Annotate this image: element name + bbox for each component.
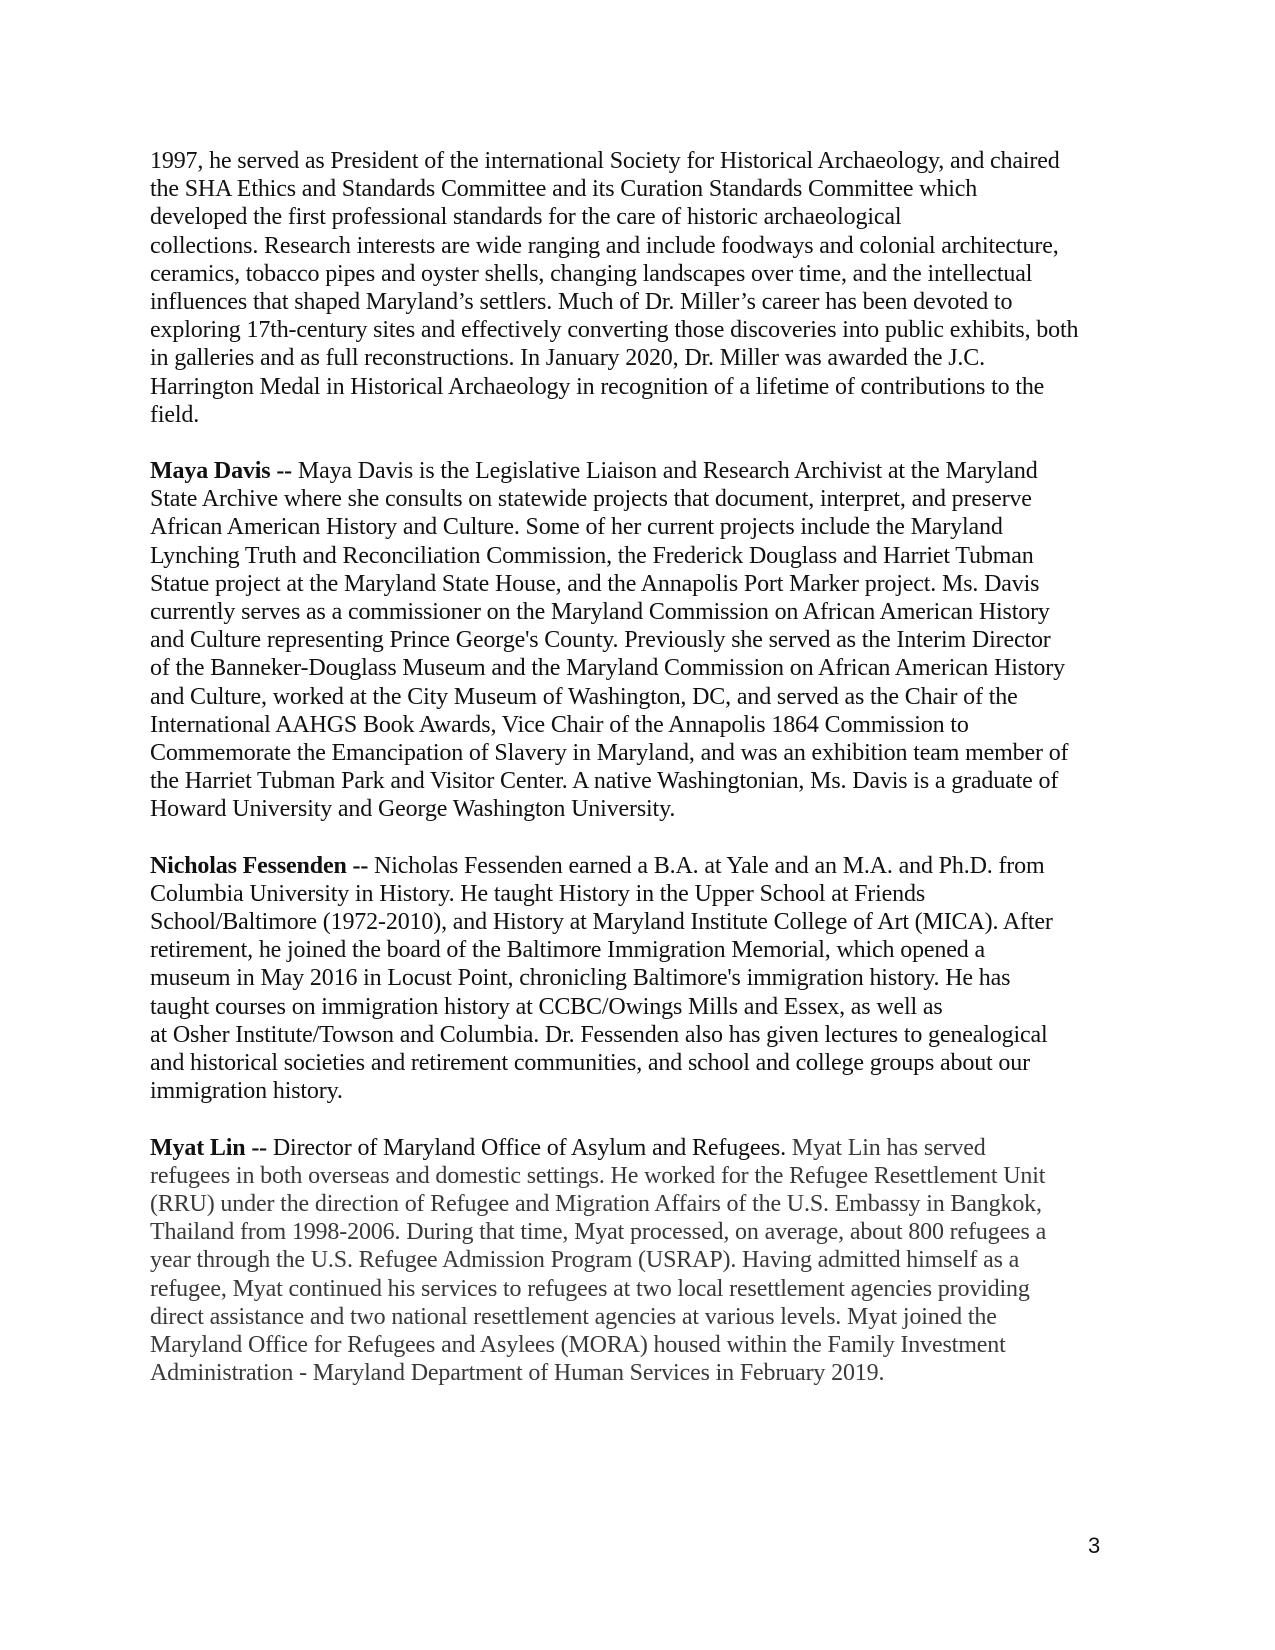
text-fragment: Myat Lin has served [785,1134,986,1161]
text-line: Thailand from 1998-2006. During that time, Myat processed, on average, about 800 refugees a [150,1219,1047,1246]
text-line: the SHA Ethics and Standards Committee and its Curation Standards Committee which [150,176,978,203]
text-line: Howard University and George Washington University. [150,796,676,823]
text-line: ceramics, tobacco pipes and oyster shells, changing landscapes over time, and the intellectual [150,260,1033,287]
text-line: Columbia University in History. He taught History in the Upper School at Friends [150,880,926,907]
text-line: developed the first professional standards for the care of historic archaeological [150,204,902,231]
text-line: of the Banneker-Douglass Museum and the Maryland Commission on African American History [150,655,1065,682]
text-line: taught courses on immigration history at CCBC/Owings Mills and Essex, as well as [150,993,943,1020]
text-line: 1997, he served as President of the international Society for Historical Archaeology, and chaired [150,148,1060,174]
bio-paragraph-miller-continued [150,147,1130,429]
text-line: and Culture representing Prince George's County. Previously she served as the Interim Director [150,627,1051,654]
text-line: and historical societies and retirement communities, and school and college groups about our [150,1050,1030,1077]
text-line: currently serves as a commissioner on the Maryland Commission on African American History [150,599,1050,626]
bio-name: Myat Lin -- [150,1134,268,1161]
text-line [150,1134,1130,1162]
text-line: refugee, Myat continued his services to refugees at two local resettlement agencies providing [150,1275,1030,1302]
bio-title: Director of Maryland Office of Asylum and Refugees. [267,1134,786,1161]
document-body [150,147,1130,1415]
text-line: at Osher Institute/Towson and Columbia. Dr. Fessenden also has given lectures to genealogical [150,1021,1048,1048]
bio-paragraph-nicholas-fessenden [150,852,1130,1106]
text-line: Harrington Medal in Historical Archaeology in recognition of a lifetime of contributions to the [150,373,1045,400]
text-line: Maryland Office for Refugees and Asylees (MORA) housed within the Family Investment [150,1331,1006,1358]
text-line: field. [150,401,200,428]
text-line: African American History and Culture. Some of her current projects include the Maryland [150,514,1003,541]
text-fragment: Nicholas Fessenden earned a B.A. at Yale and an M.A. and Ph.D. from [368,852,1045,879]
text-line: the Harriet Tubman Park and Visitor Center. A native Washingtonian, Ms. Davis is a graduate of [150,768,1059,795]
text-line: museum in May 2016 in Locust Point, chronicling Baltimore's immigration history. He has [150,965,1011,992]
text-line: year through the U.S. Refugee Admission Program (USRAP). Having admitted himself as a [150,1247,1020,1274]
text-line: State Archive where she consults on statewide projects that document, interpret, and preserve [150,486,1032,513]
text-line: immigration history. [150,1078,343,1105]
text-line: Commemorate the Emancipation of Slavery in Maryland, and was an exhibition team member of [150,740,1069,767]
text-line: School/Baltimore (1972-2010), and History at Maryland Institute College of Art (MICA). After [150,909,1053,936]
text-line: influences that shaped Maryland’s settlers. Much of Dr. Miller’s career has been devoted to [150,289,1013,316]
text-line [150,852,1130,880]
text-line: collections. Research interests are wide ranging and include foodways and colonial architecture, [150,232,1059,259]
text-line: Administration - Maryland Department of Human Services in February 2019. [150,1360,885,1387]
text-line: (RRU) under the direction of Refugee and Migration Affairs of the U.S. Embassy in Bangkok, [150,1190,1042,1217]
text-line: Lynching Truth and Reconciliation Commission, the Frederick Douglass and Harriet Tubman [150,542,1034,569]
text-fragment: Maya Davis is the Legislative Liaison and Research Archivist at the Maryland [292,458,1038,485]
text-line: direct assistance and two national resettlement agencies at various levels. Myat joined the [150,1303,997,1330]
text-line: exploring 17th-century sites and effectively converting those discoveries into public exhibits, both [150,317,1079,344]
page-number: 3 [1088,1533,1101,1558]
text-line: retirement, he joined the board of the Baltimore Immigration Memorial, which opened a [150,937,985,964]
text-line: refugees in both overseas and domestic settings. He worked for the Refugee Resettlement Unit [150,1162,1046,1189]
text-line: International AAHGS Book Awards, Vice Chair of the Annapolis 1864 Commission to [150,711,969,738]
bio-paragraph-maya-davis [150,457,1130,824]
text-line: and Culture, worked at the City Museum of Washington, DC, and served as the Chair of the [150,683,1018,710]
bio-name: Maya Davis -- [150,458,293,485]
text-line: in galleries and as full reconstructions. In January 2020, Dr. Miller was awarded the J.C. [150,345,985,372]
bio-name: Nicholas Fessenden -- [150,852,369,879]
text-line [150,457,1130,485]
bio-paragraph-myat-lin [150,1134,1130,1388]
text-line: Statue project at the Maryland State House, and the Annapolis Port Marker project. Ms. Davis [150,570,1040,597]
